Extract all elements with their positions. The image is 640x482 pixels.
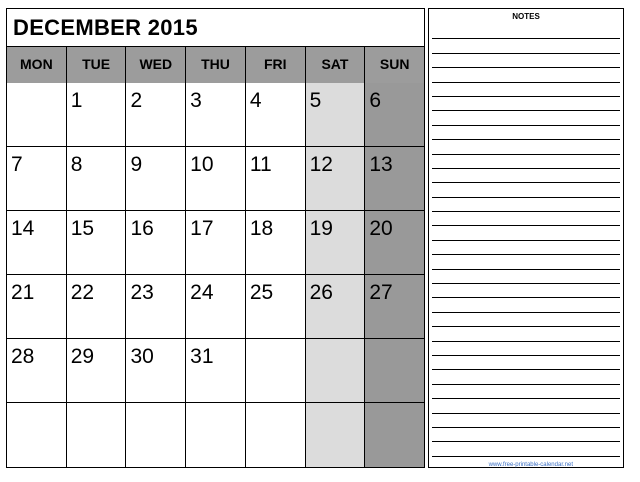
day-cell[interactable] xyxy=(66,211,126,274)
day-cell[interactable] xyxy=(364,211,424,274)
day-number: 15 xyxy=(70,217,95,240)
notes-panel xyxy=(428,8,624,468)
day-number: 16 xyxy=(130,217,154,240)
day-number: 23 xyxy=(130,281,154,304)
day-cell[interactable] xyxy=(305,83,365,146)
day-cell[interactable] xyxy=(364,339,424,402)
day-cell[interactable] xyxy=(364,403,424,467)
note-line[interactable] xyxy=(432,385,620,399)
day-number: 10 xyxy=(190,153,214,176)
note-line[interactable] xyxy=(432,270,620,284)
day-cell[interactable] xyxy=(245,83,305,146)
day-cell[interactable] xyxy=(7,339,66,402)
day-cell[interactable] xyxy=(364,147,424,210)
day-cell[interactable] xyxy=(125,211,185,274)
day-number: 11 xyxy=(249,153,272,176)
day-cell[interactable] xyxy=(364,83,424,146)
week-row xyxy=(7,275,424,339)
day-number: 13 xyxy=(369,153,393,176)
day-number: 4 xyxy=(249,89,262,112)
day-cell[interactable] xyxy=(305,147,365,210)
day-number: 5 xyxy=(309,89,322,112)
note-line[interactable] xyxy=(432,169,620,183)
day-cell[interactable] xyxy=(66,83,126,146)
weekday-sat: SAT xyxy=(305,47,365,83)
note-line[interactable] xyxy=(432,54,620,68)
day-number: 31 xyxy=(190,345,214,368)
day-cell[interactable] xyxy=(185,83,245,146)
day-number: 8 xyxy=(70,153,83,176)
note-line[interactable] xyxy=(432,370,620,384)
note-line[interactable] xyxy=(432,97,620,111)
week-row xyxy=(7,211,424,275)
day-number: 19 xyxy=(309,217,333,240)
day-number: 2 xyxy=(130,89,143,112)
day-cell[interactable] xyxy=(7,275,66,338)
day-number: 29 xyxy=(70,345,95,368)
note-line[interactable] xyxy=(432,126,620,140)
note-line[interactable] xyxy=(432,140,620,154)
day-cell[interactable] xyxy=(185,403,245,467)
day-cell[interactable] xyxy=(185,147,245,210)
day-number: 28 xyxy=(11,345,35,368)
day-number: 18 xyxy=(249,217,274,240)
note-line[interactable] xyxy=(432,313,620,327)
day-cell[interactable] xyxy=(7,403,66,467)
day-number: 22 xyxy=(70,281,95,304)
day-cell[interactable] xyxy=(305,403,365,467)
day-cell[interactable] xyxy=(7,83,66,146)
day-cell[interactable] xyxy=(245,275,305,338)
day-cell[interactable] xyxy=(125,83,185,146)
weekday-tue: TUE xyxy=(66,47,126,83)
day-cell[interactable] xyxy=(7,211,66,274)
weekday-mon: MON xyxy=(20,56,53,72)
note-line[interactable] xyxy=(432,327,620,341)
day-cell[interactable] xyxy=(245,403,305,467)
day-number: 1 xyxy=(70,89,83,112)
weekday-sun: SUN xyxy=(364,47,424,83)
note-line[interactable] xyxy=(432,25,620,39)
week-row xyxy=(7,339,424,403)
day-cell[interactable] xyxy=(305,275,365,338)
note-line[interactable] xyxy=(432,399,620,413)
day-number: 21 xyxy=(11,281,35,304)
day-number: 3 xyxy=(190,89,202,112)
note-line[interactable] xyxy=(432,226,620,240)
day-cell[interactable] xyxy=(245,211,305,274)
calendar xyxy=(6,8,425,468)
day-number: 30 xyxy=(130,345,154,368)
calendar-grid xyxy=(7,83,424,467)
weekday-fri: FRI xyxy=(245,47,305,83)
note-line[interactable] xyxy=(432,442,620,456)
note-line[interactable] xyxy=(432,284,620,298)
note-line[interactable] xyxy=(432,183,620,197)
note-line[interactable] xyxy=(432,68,620,82)
day-cell[interactable] xyxy=(66,339,126,402)
day-cell[interactable] xyxy=(185,339,245,402)
note-line[interactable] xyxy=(432,241,620,255)
day-number: 9 xyxy=(130,153,143,176)
weekday-header-row xyxy=(7,46,424,84)
day-cell[interactable] xyxy=(245,339,305,402)
note-line[interactable] xyxy=(432,83,620,97)
day-cell[interactable] xyxy=(7,147,66,210)
weekday-thu: THU xyxy=(185,47,245,83)
day-number: 14 xyxy=(11,217,35,240)
day-number: 7 xyxy=(11,153,23,176)
day-cell[interactable] xyxy=(364,275,424,338)
day-cell[interactable] xyxy=(305,211,365,274)
day-cell[interactable] xyxy=(245,147,305,210)
note-line[interactable] xyxy=(432,155,620,169)
week-row xyxy=(7,403,424,467)
notes-lines xyxy=(432,25,620,459)
note-line[interactable] xyxy=(432,212,620,226)
day-cell[interactable] xyxy=(125,275,185,338)
note-line[interactable] xyxy=(432,414,620,428)
day-cell[interactable] xyxy=(66,403,126,467)
week-row xyxy=(7,83,424,147)
weekday-wed: WED xyxy=(125,47,185,83)
day-number: 25 xyxy=(249,281,274,304)
day-cell[interactable] xyxy=(66,275,126,338)
day-cell[interactable] xyxy=(125,403,185,467)
credit-link[interactable]: www.free-printable-calendar.net xyxy=(488,462,573,468)
note-line[interactable] xyxy=(432,255,620,269)
day-number: 26 xyxy=(309,281,333,304)
day-number: 17 xyxy=(190,217,214,240)
day-cell[interactable] xyxy=(305,339,365,402)
week-row xyxy=(7,147,424,211)
note-line[interactable] xyxy=(432,39,620,53)
day-number: 24 xyxy=(190,281,214,304)
day-cell[interactable] xyxy=(125,147,185,210)
day-cell[interactable] xyxy=(185,275,245,338)
note-line[interactable] xyxy=(432,342,620,356)
note-line[interactable] xyxy=(432,111,620,125)
note-line[interactable] xyxy=(432,356,620,370)
calendar-title: DECEMBER 2015 xyxy=(13,15,198,40)
day-number: 12 xyxy=(309,153,333,176)
day-cell[interactable] xyxy=(125,339,185,402)
day-number: 6 xyxy=(369,89,381,112)
day-number: 20 xyxy=(369,217,393,240)
day-cell[interactable] xyxy=(185,211,245,274)
note-line[interactable] xyxy=(432,298,620,312)
day-cell[interactable] xyxy=(66,147,126,210)
note-line[interactable] xyxy=(432,428,620,442)
note-line[interactable] xyxy=(432,198,620,212)
day-number: 27 xyxy=(369,281,393,304)
notes-title: NOTES xyxy=(512,12,540,21)
